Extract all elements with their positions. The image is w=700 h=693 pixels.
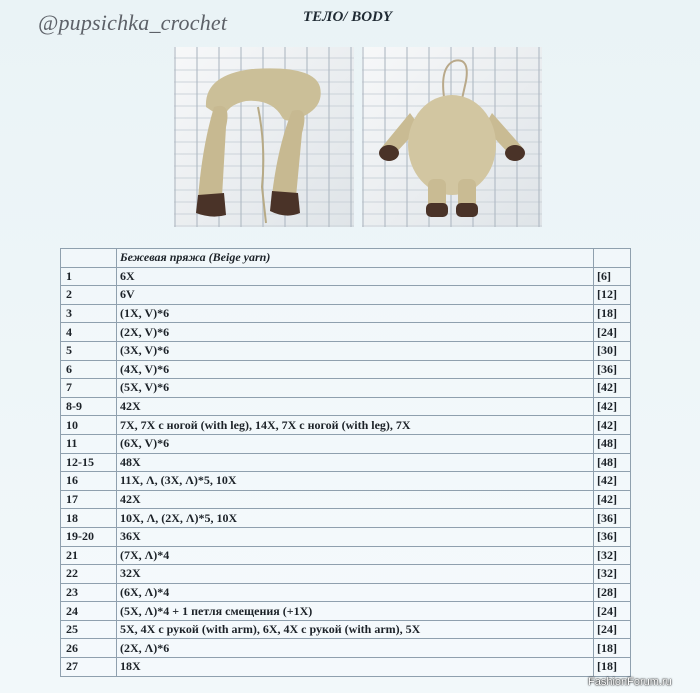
table-row [61, 602, 631, 621]
table-row [61, 286, 631, 305]
row-instruction: 10X, Λ, (2X, Λ)*5, 10X [117, 509, 594, 528]
row-instruction: (6X, Λ)*4 [117, 583, 594, 602]
table-header-row [61, 249, 631, 268]
row-stitch-count: [48] [594, 434, 631, 453]
row-stitch-count: [32] [594, 565, 631, 584]
row-instruction: 18X [117, 658, 594, 677]
table-row [61, 453, 631, 472]
row-instruction: 6X [117, 267, 594, 286]
row-stitch-count: [42] [594, 472, 631, 491]
row-number: 17 [61, 490, 117, 509]
row-number: 3 [61, 304, 117, 323]
row-stitch-count: [18] [594, 639, 631, 658]
row-stitch-count: [42] [594, 490, 631, 509]
header-count-cell [594, 249, 631, 268]
row-number: 5 [61, 341, 117, 360]
row-number: 8-9 [61, 397, 117, 416]
row-number: 22 [61, 565, 117, 584]
page-title: ТЕЛО/ BODY [303, 9, 393, 25]
table-row [61, 639, 631, 658]
row-number: 21 [61, 546, 117, 565]
pattern-table [60, 248, 631, 677]
row-stitch-count: [18] [594, 304, 631, 323]
row-instruction: 48X [117, 453, 594, 472]
row-instruction: (2X, Λ)*6 [117, 639, 594, 658]
row-number: 12-15 [61, 453, 117, 472]
row-stitch-count: [42] [594, 379, 631, 398]
row-instruction: (1X, V)*6 [117, 304, 594, 323]
table-row [61, 658, 631, 677]
table-row [61, 397, 631, 416]
table-row [61, 509, 631, 528]
crochet-body-photo-front [174, 47, 354, 227]
table-row [61, 434, 631, 453]
row-stitch-count: [30] [594, 341, 631, 360]
row-number: 10 [61, 416, 117, 435]
row-number: 7 [61, 379, 117, 398]
table-row [61, 565, 631, 584]
row-stitch-count: [36] [594, 360, 631, 379]
table-row [61, 323, 631, 342]
body-back-illustration [362, 47, 542, 227]
row-number: 4 [61, 323, 117, 342]
table-row [61, 379, 631, 398]
row-stitch-count: [6] [594, 267, 631, 286]
row-stitch-count: [24] [594, 602, 631, 621]
table-row [61, 546, 631, 565]
row-instruction: 5X, 4X с рукой (with arm), 6X, 4X с рукой (with arm), 5X [117, 620, 594, 639]
row-instruction: 11X, Λ, (3X, Λ)*5, 10X [117, 472, 594, 491]
row-number: 16 [61, 472, 117, 491]
row-stitch-count: [24] [594, 323, 631, 342]
row-number: 19-20 [61, 527, 117, 546]
row-stitch-count: [48] [594, 453, 631, 472]
table-row [61, 472, 631, 491]
row-number: 18 [61, 509, 117, 528]
row-instruction: (6X, V)*6 [117, 434, 594, 453]
row-number: 26 [61, 639, 117, 658]
crochet-body-photo-back [362, 47, 542, 227]
row-instruction: 42X [117, 397, 594, 416]
row-stitch-count: [42] [594, 397, 631, 416]
row-instruction: (5X, Λ)*4 + 1 петля смещения (+1X) [117, 602, 594, 621]
row-stitch-count: [12] [594, 286, 631, 305]
row-stitch-count: [18] [594, 658, 631, 677]
row-stitch-count: [36] [594, 527, 631, 546]
row-stitch-count: [28] [594, 583, 631, 602]
table-row [61, 416, 631, 435]
row-number: 24 [61, 602, 117, 621]
table-row [61, 620, 631, 639]
yarn-label: Бежевая пряжа (Beige yarn) [117, 249, 594, 268]
row-stitch-count: [42] [594, 416, 631, 435]
table-row [61, 341, 631, 360]
row-instruction: 6V [117, 286, 594, 305]
table-row [61, 583, 631, 602]
row-stitch-count: [24] [594, 620, 631, 639]
author-handle: @pupsichka_crochet [38, 10, 228, 35]
row-number: 1 [61, 267, 117, 286]
table-row [61, 267, 631, 286]
row-number: 11 [61, 434, 117, 453]
header-row-cell [61, 249, 117, 268]
table-row [61, 527, 631, 546]
row-instruction: (5X, V)*6 [117, 379, 594, 398]
row-number: 25 [61, 620, 117, 639]
table-row [61, 304, 631, 323]
row-stitch-count: [36] [594, 509, 631, 528]
body-front-illustration [174, 47, 354, 227]
row-number: 6 [61, 360, 117, 379]
watermark: FashionForum.ru [588, 676, 672, 688]
row-instruction: 7X, 7X с ногой (with leg), 14X, 7X с ногой (with leg), 7X [117, 416, 594, 435]
row-number: 27 [61, 658, 117, 677]
row-instruction: 32X [117, 565, 594, 584]
row-number: 23 [61, 583, 117, 602]
row-instruction: (2X, V)*6 [117, 323, 594, 342]
row-instruction: 42X [117, 490, 594, 509]
table-row [61, 360, 631, 379]
row-instruction: (3X, V)*6 [117, 341, 594, 360]
row-instruction: (7X, Λ)*4 [117, 546, 594, 565]
table-row [61, 490, 631, 509]
row-instruction: 36X [117, 527, 594, 546]
row-stitch-count: [32] [594, 546, 631, 565]
row-instruction: (4X, V)*6 [117, 360, 594, 379]
row-number: 2 [61, 286, 117, 305]
